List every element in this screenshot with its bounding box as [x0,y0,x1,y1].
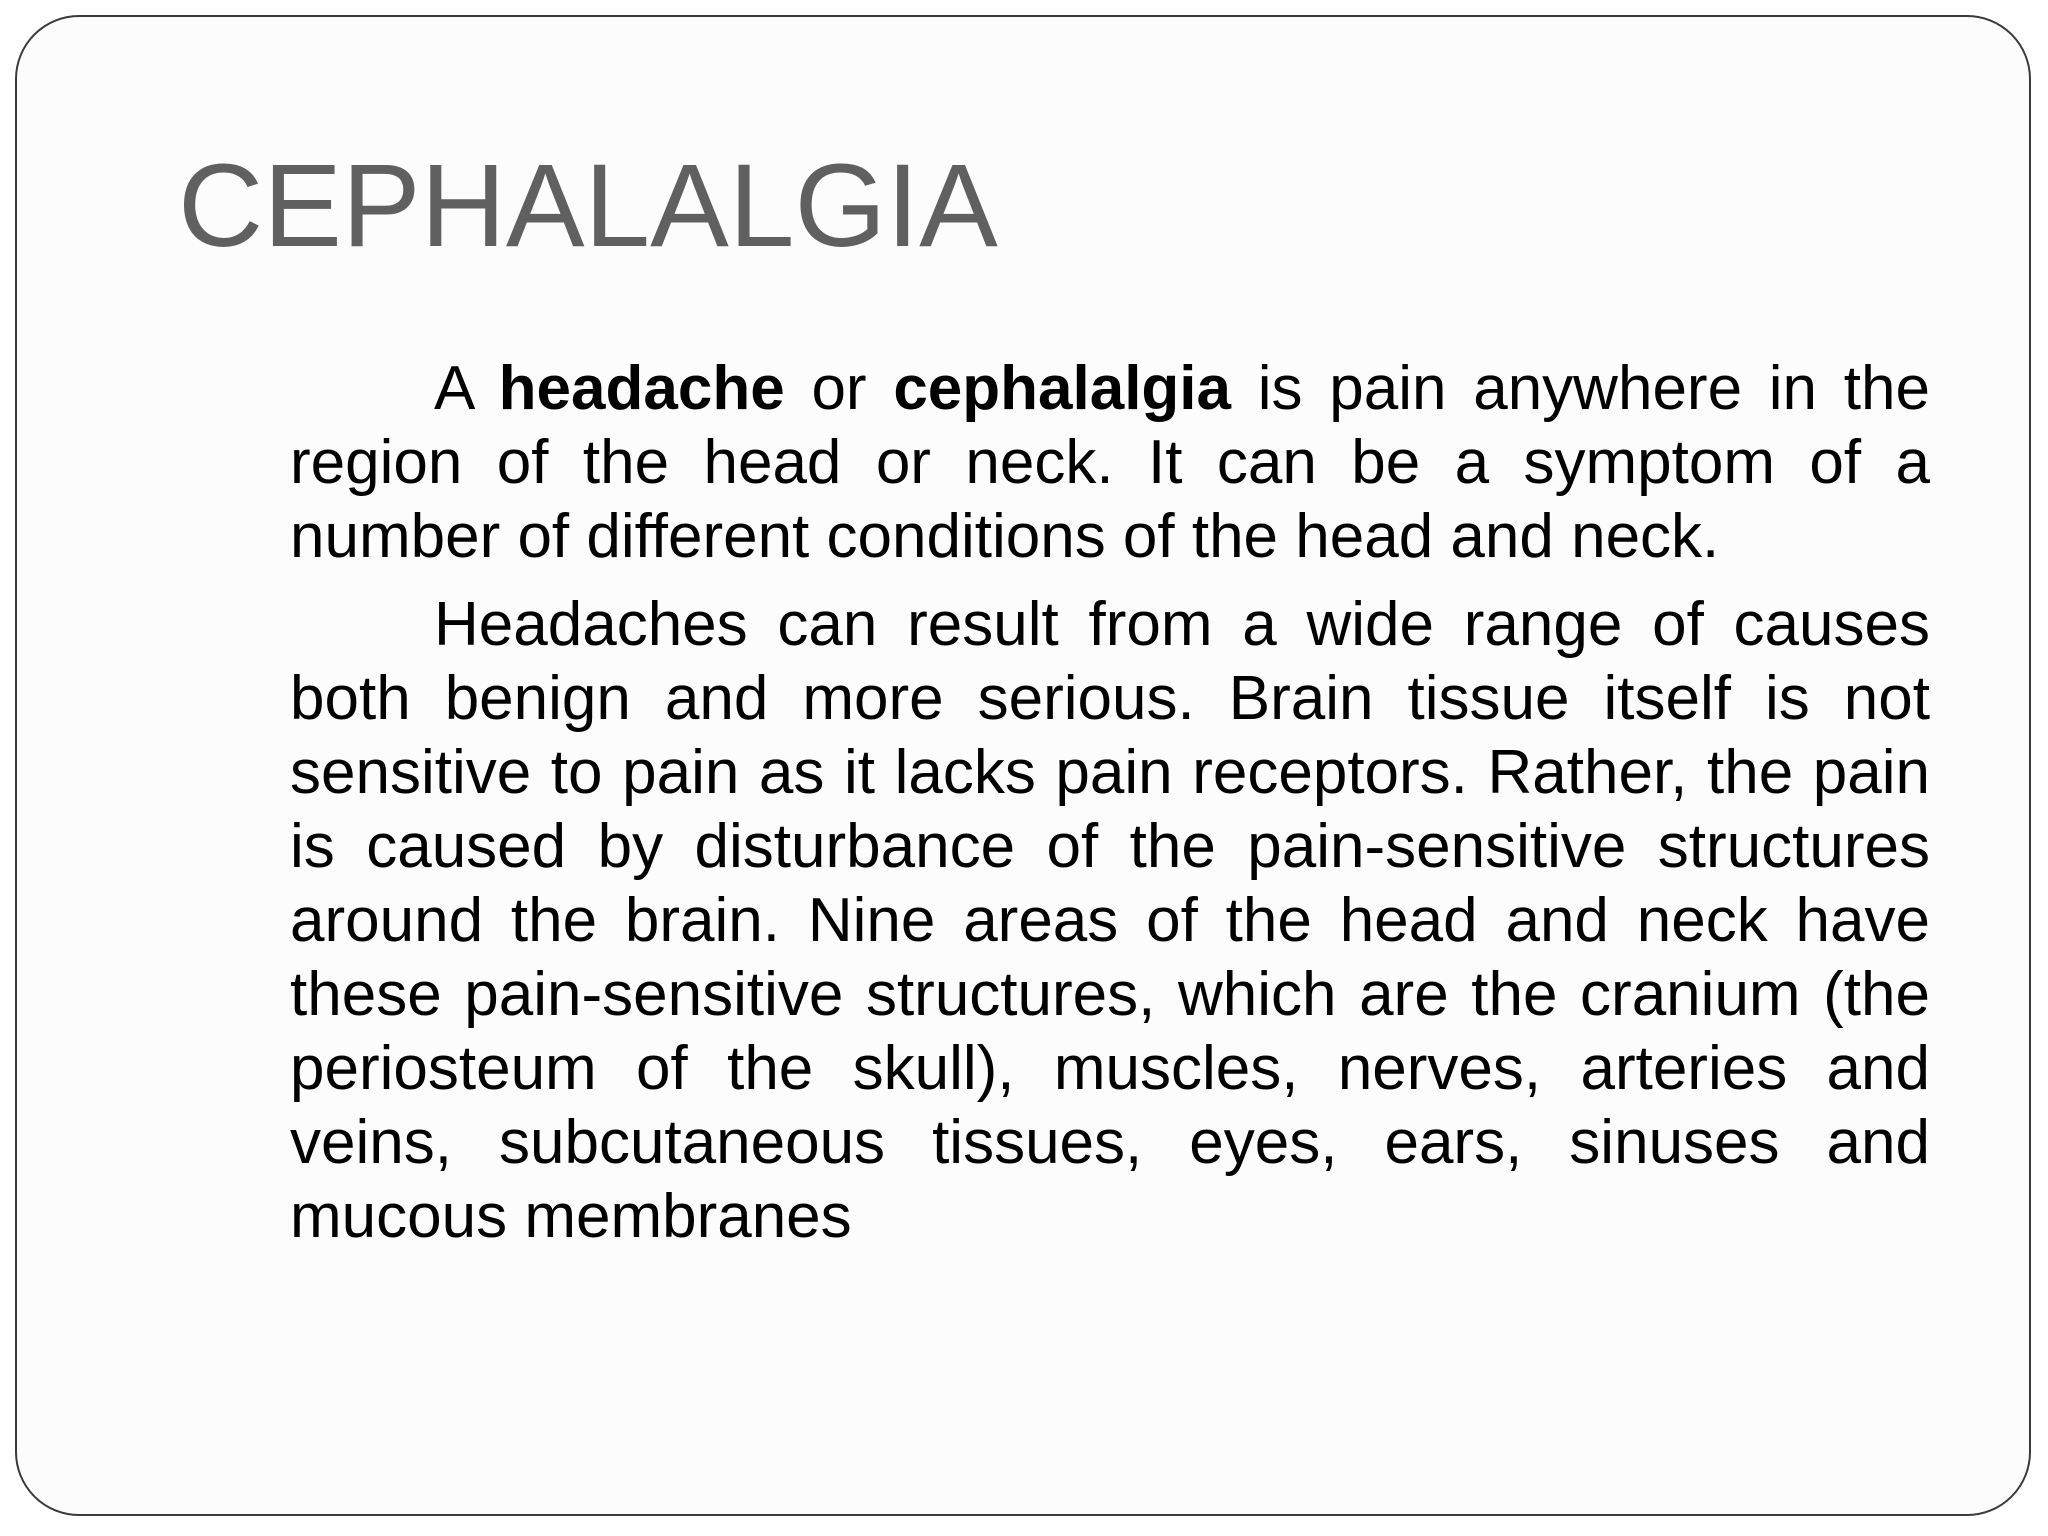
slide-title: CEPHALALGIA [178,140,998,272]
paragraph-causes: Headaches can result from a wide range of causes both benign and more serious. Brain tissue itself is not sensitive to pain as it lacks pain receptors. Rather, the pain is caused by disturbance of the pain-sensitive structures around the brain. Nine areas of the head and neck have these pain-sensitive structures, which are the cranium (the periosteum of the skull), muscles, nerves, arteries and veins, subcutaneous tissues, eyes, ears, sinuses and mucous membranes [290,590,1930,1251]
paragraph-definition [290,352,1930,574]
text-run: or [784,354,894,423]
text-run: is pain anywhere in the region of the head or neck. It can be a symptom of a number of different conditions of the head and neck. [290,354,1930,571]
bold-term-cephalalgia: cephalalgia [893,354,1232,423]
bold-term-headache: headache [498,354,785,423]
slide-body [290,352,1930,1268]
slide-frame [15,15,2031,1516]
text-run: A [434,354,499,423]
